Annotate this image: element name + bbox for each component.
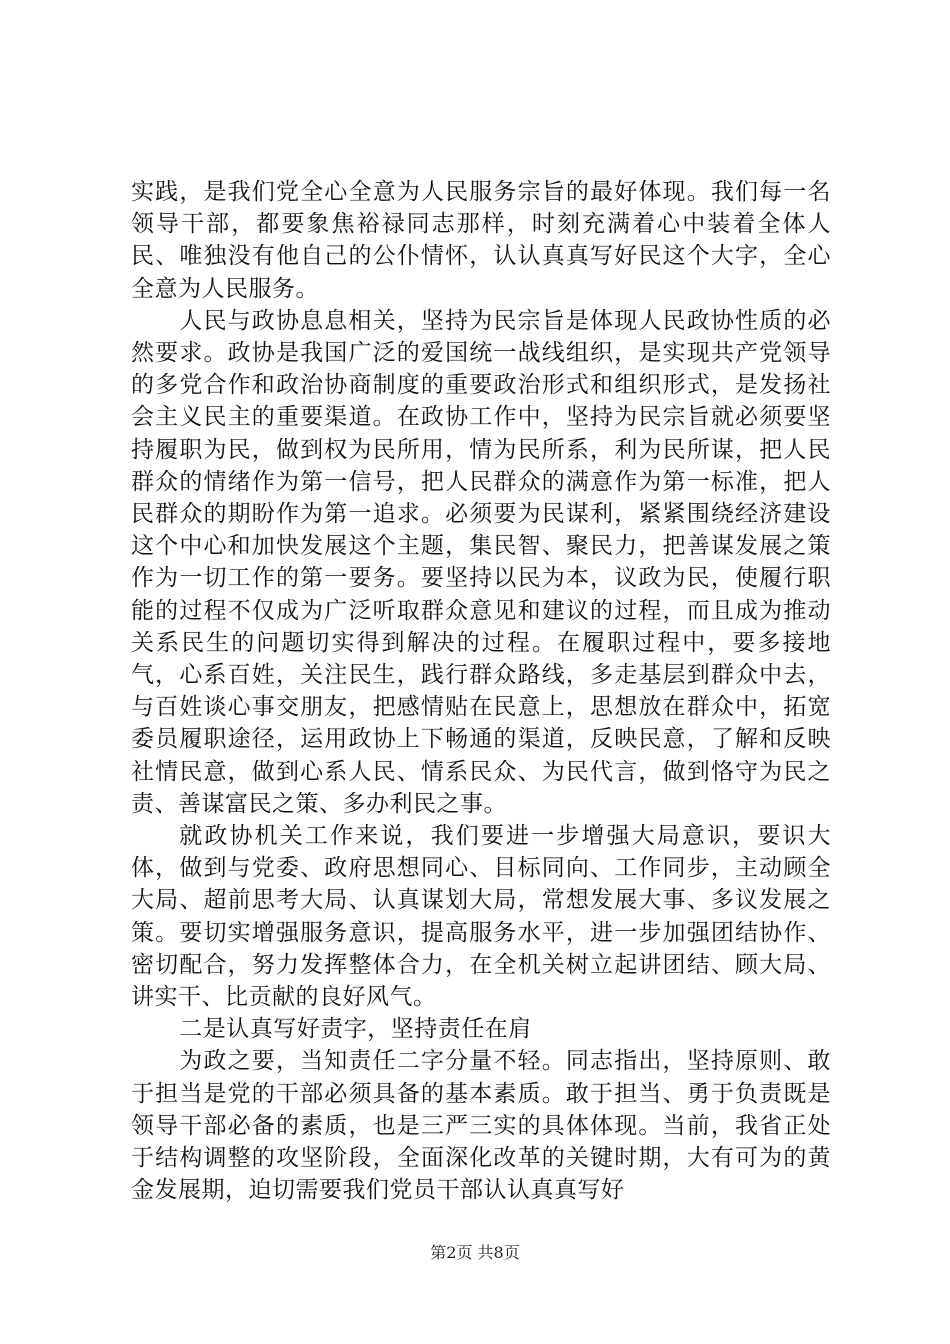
paragraph-1: 实践，是我们党全心全意为人民服务宗旨的最好体现。我们每一名领导干部，都要象焦裕禄同志那样，时刻充满着心中装着全体人民、唯独没有他自己的公仆情怀，认认真真写好民这个大字，全心全意为人民服务。 (131, 179, 831, 302)
document-body (131, 176, 831, 1207)
page-footer: 第2页 共8页 (430, 1243, 520, 1262)
paragraph-3: 就政协机关工作来说，我们要进一步增强大局意识，要识大体，做到与党委、政府思想同心、目标同向、工作同步，主动顾全大局、超前思考大局、认真谋划大局，常想发展大事、多议发展之策。要切实增强服务意识，提高服务水平，进一步加强团结协作、密切配合，努力发挥整体合力，在全机关树立起讲团结、顾大局、讲实干、比贡献的良好风气。 (131, 823, 831, 1011)
paragraph-2: 人民与政协息息相关，坚持为民宗旨是体现人民政协性质的必然要求。政协是我国广泛的爱国统一战线组织，是实现共产党领导的多党合作和政治协商制度的重要政治形式和组织形式，是发扬社会主义民主的重要渠道。在政协工作中，坚持为民宗旨就必须要坚持履职为民，做到权为民所用，情为民所系，利为民所谋，把人民群众的情绪作为第一信号，把人民群众的满意作为第一标准，把人民群众的期盼作为第一追求。必须要为民谋利，紧紧围绕经济建设这个中心和加快发展这个主题，集民智、聚民力，把善谋发展之策作为一切工作的第一要务。要坚持以民为本，议政为民，使履行职能的过程不仅成为广泛听取群众意见和建议的过程，而且成为推动关系民生的问题切实得到解决的过程。在履职过程中，要多接地气，心系百姓，关注民生，践行群众路线，多走基层到群众中去，与百姓谈心事交朋友，把感情贴在民意上，思想放在群众中，拓宽委员履职途径，运用政协上下畅通的渠道，反映民意，了解和反映社情民意，做到心系人民、情系民众、为民代言，做到恪守为民之责、善谋富民之策、多办利民之事。 (131, 307, 831, 817)
paragraph-4: 为政之要，当知责任二字分量不轻。同志指出，坚持原则、敢于担当是党的干部必须具备的基本素质。敢于担当、勇于负责既是领导干部必备的素质，也是三严三实的具体体现。当前，我省正处于结构调整的攻坚阶段，全面深化改革的关键时期，大有可为的黄金发展期，迫切需要我们党员干部认认真真写好 (131, 1048, 831, 1204)
section-heading: 二是认真写好责字，坚持责任在肩 (179, 1016, 532, 1043)
